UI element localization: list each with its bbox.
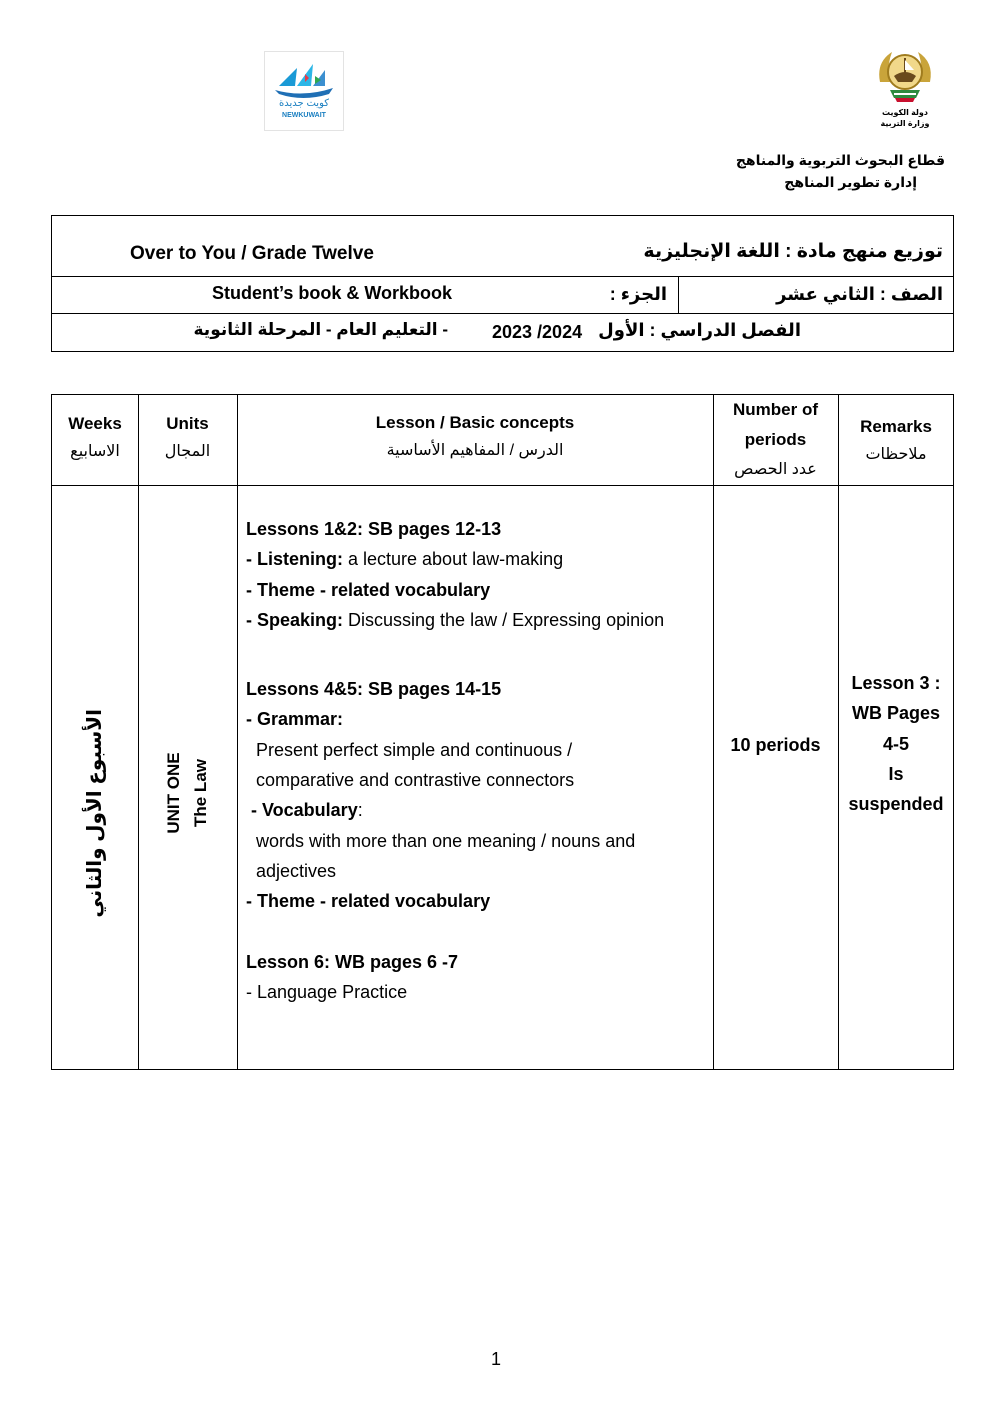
lesson-content [246, 514, 706, 1007]
remarks-line-5: suspended [848, 794, 944, 815]
remarks-line-2: WB Pages [851, 703, 941, 724]
book-title: Over to You / Grade Twelve [130, 243, 374, 264]
semester-label: الفصل الدراسي : الأول [598, 320, 801, 340]
curriculum-table [51, 394, 954, 1070]
unit-title: UNIT ONE [164, 752, 183, 834]
header-lesson-en: Lesson / Basic concepts [375, 413, 575, 432]
lesson-4-5-vocabulary-label: - Vocabulary: [246, 800, 363, 821]
part-value: Student’s book & Workbook [212, 283, 453, 303]
lesson-4-5-theme: - Theme - related vocabulary [246, 891, 491, 912]
emblem-text-2: وزارة التربية [880, 119, 930, 128]
header-periods-en-2: periods [744, 430, 807, 449]
grade-label: الصف : الثاني عشر [776, 284, 943, 304]
ministry-emblem [872, 42, 938, 132]
sector-title: قطاع البحوث التربوية والمناهج [735, 152, 945, 168]
header-remarks-en: Remarks [860, 417, 932, 436]
lesson-6-practice: - Language Practice [246, 981, 408, 1002]
subject-label: توزيع منهج مادة : اللغة الإنجليزية [643, 241, 943, 262]
lesson-1-2-heading: Lessons 1&2: SB pages 12-13 [246, 519, 502, 539]
new-kuwait-logo [264, 51, 344, 131]
page-number: 1 [490, 1349, 501, 1369]
lesson-1-2-theme: - Theme - related vocabulary [246, 579, 491, 600]
weeks-value: الأسبوع الأول والثاني [84, 709, 106, 918]
header-lesson-ar: الدرس / المفاهيم الأساسية [386, 442, 564, 459]
unit-name: The Law [191, 759, 210, 828]
emblem-text-1: دولة الكويت [881, 108, 929, 117]
remarks-line-4: Is [888, 763, 904, 784]
lesson-6-heading: Lesson 6: WB pages 6 -7 [246, 951, 459, 972]
academic-year: 2023 /2024 [492, 322, 583, 342]
lesson-4-5-grammar-1: Present perfect simple and continuous / [256, 739, 573, 760]
part-label: الجزء : [609, 284, 667, 304]
header-weeks [52, 410, 138, 466]
header-periods-ar: عدد الحصص [734, 461, 817, 478]
remarks-line-1: Lesson 3 : [851, 673, 941, 693]
header-periods [713, 395, 838, 485]
new-kuwait-arabic: كويت جديدة [278, 98, 329, 109]
header-units-en: Units [166, 414, 209, 433]
header-lesson [237, 409, 713, 465]
lesson-4-5-vocab-2: adjectives [256, 860, 337, 881]
education-stage: - التعليم العام - المرحلة الثانوية [193, 320, 448, 339]
department-title: إدارة تطوير المناهج [784, 174, 917, 190]
periods-value: 10 periods [730, 735, 821, 755]
lesson-4-5-vocab-1: words with more than one meaning / nouns and [256, 830, 636, 851]
remarks-line-3: 4-5 [882, 733, 909, 754]
header-remarks-ar: ملاحظات [865, 446, 927, 463]
lesson-4-5-grammar-2: comparative and contrastive connectors [256, 770, 575, 791]
header-periods-en-1: Number of [733, 400, 818, 419]
curriculum-info-box [51, 215, 954, 352]
lesson-1-2-listening: - Listening: a lecture about law-making [246, 549, 564, 570]
header-remarks [838, 413, 954, 469]
lesson-4-5-heading: Lessons 4&5: SB pages 14-15 [246, 679, 502, 700]
unit-cell [160, 718, 216, 868]
header-weeks-ar: الاسابيع [70, 443, 120, 460]
new-kuwait-english: NEWKUWAIT [282, 112, 326, 119]
emblem-icon [872, 42, 938, 108]
lesson-1-2-speaking: - Speaking: Discussing the law / Expressing opinion [246, 609, 665, 630]
header-weeks-en: Weeks [68, 414, 122, 433]
remarks-value [838, 668, 954, 819]
lesson-4-5-grammar-label: - Grammar: [246, 709, 344, 730]
header-units-ar: المجال [164, 443, 211, 460]
header-units [138, 410, 237, 466]
